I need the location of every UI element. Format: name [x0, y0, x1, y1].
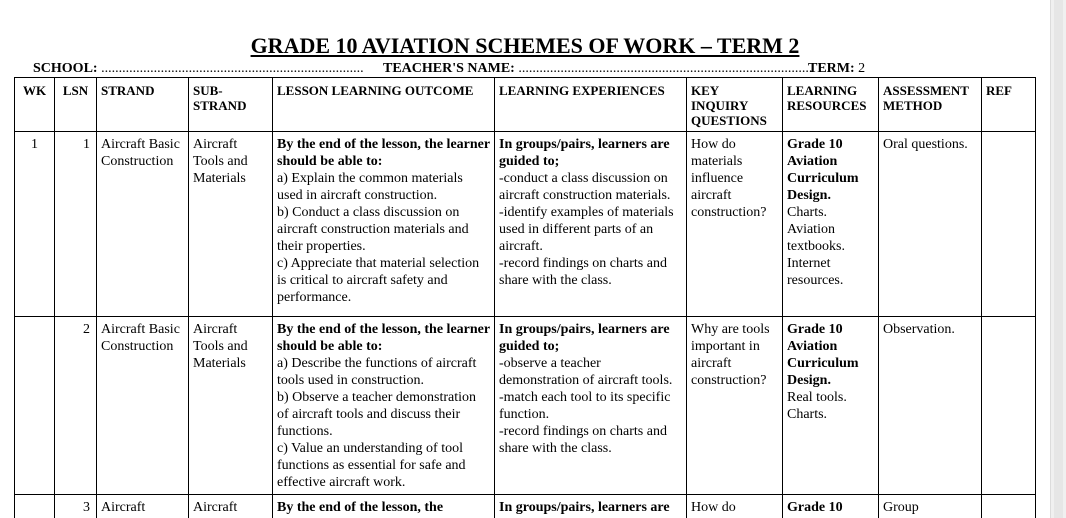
- header-assessment: ASSESSMENT METHOD: [879, 78, 982, 132]
- header-wk: WK: [15, 78, 55, 132]
- header-questions: KEY INQUIRY QUESTIONS: [687, 78, 783, 132]
- document-title: GRADE 10 AVIATION SCHEMES OF WORK – TERM 2: [250, 33, 800, 58]
- cell-ref: [982, 132, 1036, 317]
- cell-sub-strand: Aircraft: [189, 495, 273, 518]
- table-row: [15, 495, 1036, 518]
- cell-outcome: By the end of the lesson, the learner should be able to: a) Explain the common materials used in aircraft construction. b) Conduct a class discussion on aircraft construction materials and their properties. c) Appreciate that material selection is critical to aircraft safety and performance.: [273, 132, 495, 317]
- cell-resources: Grade 10: [783, 495, 879, 518]
- header-sub-strand: SUB- STRAND: [189, 78, 273, 132]
- cell-question: How do materials influence aircraft construction?: [687, 132, 783, 317]
- cell-question: Why are tools important in aircraft construction?: [687, 317, 783, 495]
- cell-experiences: In groups/pairs, learners are: [495, 495, 687, 518]
- teacher-value: ....................................................................................: [518, 61, 813, 76]
- scrollbar-thumb[interactable]: [1054, 0, 1063, 518]
- cell-assessment: Observation.: [879, 317, 982, 495]
- school-value: ...........................................................................: [101, 61, 364, 76]
- cell-resources: Grade 10 Aviation Curriculum Design. Charts. Aviation textbooks. Internet resources.: [783, 132, 879, 317]
- cell-sub-strand: Aircraft Tools and Materials: [189, 132, 273, 317]
- school-label: SCHOOL:: [33, 61, 98, 76]
- term-label: TERM:: [808, 61, 855, 76]
- cell-question: How do: [687, 495, 783, 518]
- cell-lsn: 3: [55, 495, 97, 518]
- teacher-field: [383, 61, 812, 77]
- cell-lsn: 2: [55, 317, 97, 495]
- header-lsn: LSN: [55, 78, 97, 132]
- header-ref: REF: [982, 78, 1036, 132]
- cell-sub-strand: Aircraft Tools and Materials: [189, 317, 273, 495]
- header-experiences: LEARNING EXPERIENCES: [495, 78, 687, 132]
- cell-assessment: Group: [879, 495, 982, 518]
- cell-wk: [15, 495, 55, 518]
- table-row: [15, 317, 1036, 495]
- cell-outcome: By the end of the lesson, the: [273, 495, 495, 518]
- cell-ref: [982, 317, 1036, 495]
- table-row: [15, 132, 1036, 317]
- cell-wk: [15, 317, 55, 495]
- term-value: 2: [858, 61, 866, 76]
- scheme-table: [14, 77, 1036, 518]
- cell-ref: [982, 495, 1036, 518]
- vertical-scrollbar[interactable]: [1050, 0, 1066, 518]
- cell-strand: Aircraft: [97, 495, 189, 518]
- cell-experiences: In groups/pairs, learners are guided to; -observe a teacher demonstration of aircraft tools. -match each tool to its specific function. -record findings on charts and share with the class.: [495, 317, 687, 495]
- cell-strand: Aircraft Basic Construction: [97, 132, 189, 317]
- cell-strand: Aircraft Basic Construction: [97, 317, 189, 495]
- cell-wk: 1: [15, 132, 55, 317]
- cell-assessment: Oral questions.: [879, 132, 982, 317]
- term-field: [808, 61, 865, 77]
- teacher-label: TEACHER'S NAME:: [383, 61, 515, 76]
- header-resources: LEARNING RESOURCES: [783, 78, 879, 132]
- school-field: [33, 61, 364, 77]
- cell-outcome: By the end of the lesson, the learner should be able to: a) Describe the functions of aircraft tools used in construction. b) Observe a teacher demonstration of aircraft tools and discuss their functions. c) Value an understanding of tool functions as essential for safe and effective aircraft work.: [273, 317, 495, 495]
- cell-lsn: 1: [55, 132, 97, 317]
- cell-resources: Grade 10 Aviation Curriculum Design. Real tools. Charts.: [783, 317, 879, 495]
- cell-experiences: In groups/pairs, learners are guided to; -conduct a class discussion on aircraft construction materials. -identify examples of materials used in different parts of an aircraft. -record findings on charts and share with the class.: [495, 132, 687, 317]
- header-outcome: LESSON LEARNING OUTCOME: [273, 78, 495, 132]
- header-strand: STRAND: [97, 78, 189, 132]
- table-header-row: [15, 78, 1036, 132]
